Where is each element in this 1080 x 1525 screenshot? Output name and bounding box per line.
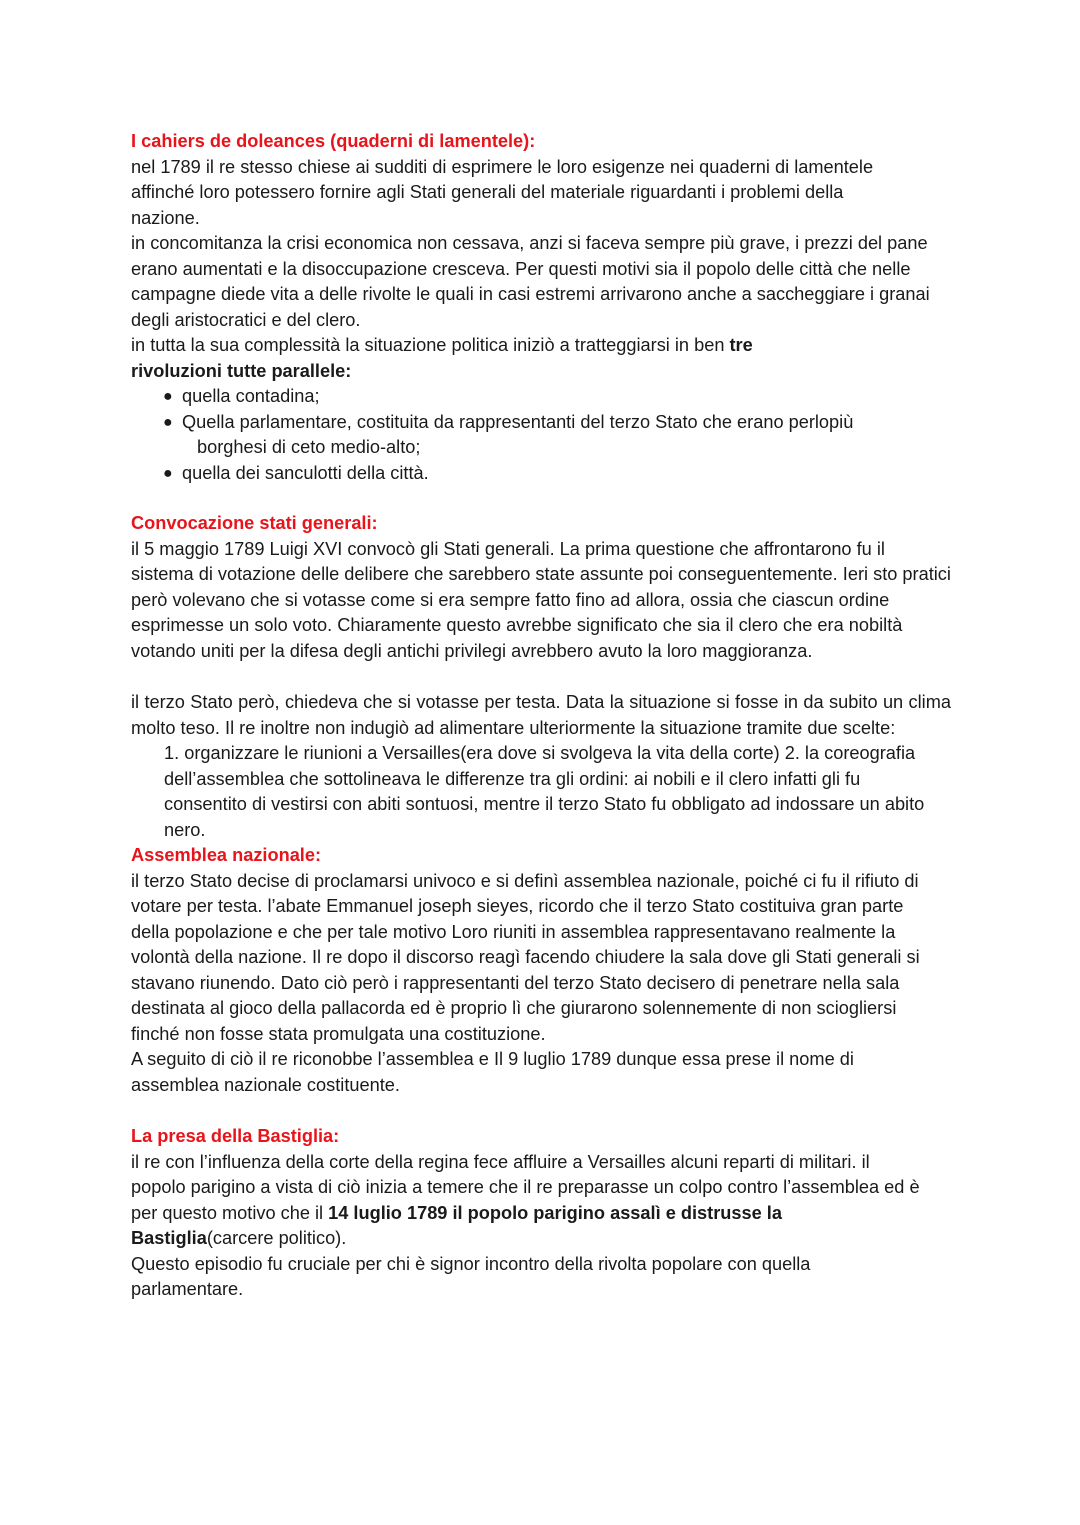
- bullet-icon: ●: [163, 388, 173, 405]
- heading-convocazione: Convocazione stati generali:: [131, 513, 378, 533]
- paragraph-cahiers-1: nel 1789 il re stesso chiese ai sudditi di esprimere le loro esigenze nei quaderni di lamentele affinché loro potessero fornire agli Stati generali del materiale riguardanti i problemi della nazione.: [131, 156, 874, 228]
- paragraph-convocazione-2: il terzo Stato però, chiedeva che si votasse per testa. Data la situazione si fosse in da subito un clima molto teso. Il re inoltre non indugiò ad alimentare ulteriormente la situazione tramite due scelte:: [131, 692, 951, 738]
- document-page: [131, 129, 951, 1303]
- paragraph-bastiglia-1-bold: 14 luglio 1789 il popolo parigino assalì e distrusse la Bastiglia: [131, 1202, 782, 1248]
- paragraph-assemblea-1: il terzo Stato decise di proclamarsi univoco e si definì assemblea nazionale, poiché ci fu il rifiuto di votare per testa. l’abate Emmanuel joseph sieyes, ricordo che il terzo Stato costituiva gran parte della popolazione e che per tale motivo Loro riuniti in assemblea rappresentavano realmente la volontà della nazione. Il re dopo il discorso reagì facendo chiudere la sala dove gli Stati generali si stavano riunendo. Dato ciò però i rappresentanti del terzo Stato decisero di penetrare nella sala destinata al gioco della pallacorda ed è proprio lì che giurarono solennemente di non sciogliersi finché non fosse stata promulgata una costituzione.: [131, 870, 920, 1044]
- list-item: [163, 410, 951, 461]
- paragraph-cahiers-2: in concomitanza la crisi economica non cessava, anzi si faceva sempre più grave, i prezzi del pane erano aumentati e la disoccupazione cresceva. Per questi motivi sia il popolo delle città che nelle campagne diede vita a delle rivolte le quali in casi estremi arrivarono anche a saccheggiare i granai degli aristocratici e del clero.: [131, 233, 930, 330]
- numbered-choices: 1. organizzare le riunioni a Versailles(era dove si svolgeva la vita della corte) 2. la coreografia dell’assemblea che sottolineava le differenze tra gli ordini: ai nobili e il clero infatti gli fu consentito di vestirsi con abiti sontuosi, mentre il terzo Stato fu obbligato ad indossare un abito nero.: [164, 743, 925, 840]
- heading-assemblea: Assemblea nazionale:: [131, 845, 322, 865]
- list-item: [163, 461, 951, 487]
- paragraph-cahiers-3-bold: tre rivoluzioni tutte parallele:: [131, 335, 753, 381]
- bullet-icon: ●: [163, 464, 173, 482]
- list-item-text: quella dei sanculotti della città.: [182, 462, 429, 483]
- paragraph-convocazione-1: il 5 maggio 1789 Luigi XVI convocò gli Stati generali. La prima questione che affrontarono fu il sistema di votazione delle delibere che sarebbero state assunte poi conseguentemente. Ieri sto pratici però volevano che si votasse come si era sempre fatto fino ad allora, ossia che ciascun ordine esprimesse un solo voto. Chiaramente questo avrebbe significato che sia il clero che era nobiltà votando uniti per la difesa degli antichi privilegi avrebbero avuto la loro maggioranza.: [131, 538, 951, 661]
- list-item-text-continued: borghesi di ceto medio-alto;: [197, 437, 421, 457]
- paragraph-bastiglia-2: Questo episodio fu cruciale per chi è signor incontro della rivolta popolare con quella parlamentare.: [131, 1253, 811, 1299]
- list-item-text: quella contadina;: [182, 386, 320, 406]
- heading-cahiers: I cahiers de doleances (quaderni di lamentele):: [131, 131, 536, 151]
- paragraph-bastiglia-1-end: (carcere politico).: [206, 1228, 347, 1248]
- list-item-text: Quella parlamentare, costituita da rappresentanti del terzo Stato che erano perlopiù: [182, 411, 854, 432]
- heading-bastiglia: La presa della Bastiglia:: [131, 1126, 340, 1146]
- paragraph-assemblea-2: A seguito di ciò il re riconobbe l’assemblea e Il 9 luglio 1789 dunque essa prese il nome di assemblea nazionale costituente.: [131, 1049, 854, 1095]
- paragraph-cahiers-3: [131, 333, 951, 384]
- list-item: [163, 384, 951, 410]
- paragraph-cahiers-3-text: in tutta la sua complessità la situazione politica iniziò a tratteggiarsi in ben: [131, 335, 730, 355]
- paragraph-bastiglia-1-text: il re con l’influenza della corte della regina fece affluire a Versailles alcuni reparti di militari. il popolo parigino a vista di ciò inizia a temere che il re preparasse un colpo contro l’assemblea ed è per questo motivo che il: [131, 1151, 920, 1223]
- revolutions-list: [131, 384, 951, 486]
- paragraph-bastiglia-1: [131, 1150, 951, 1252]
- bullet-icon: ●: [163, 413, 173, 431]
